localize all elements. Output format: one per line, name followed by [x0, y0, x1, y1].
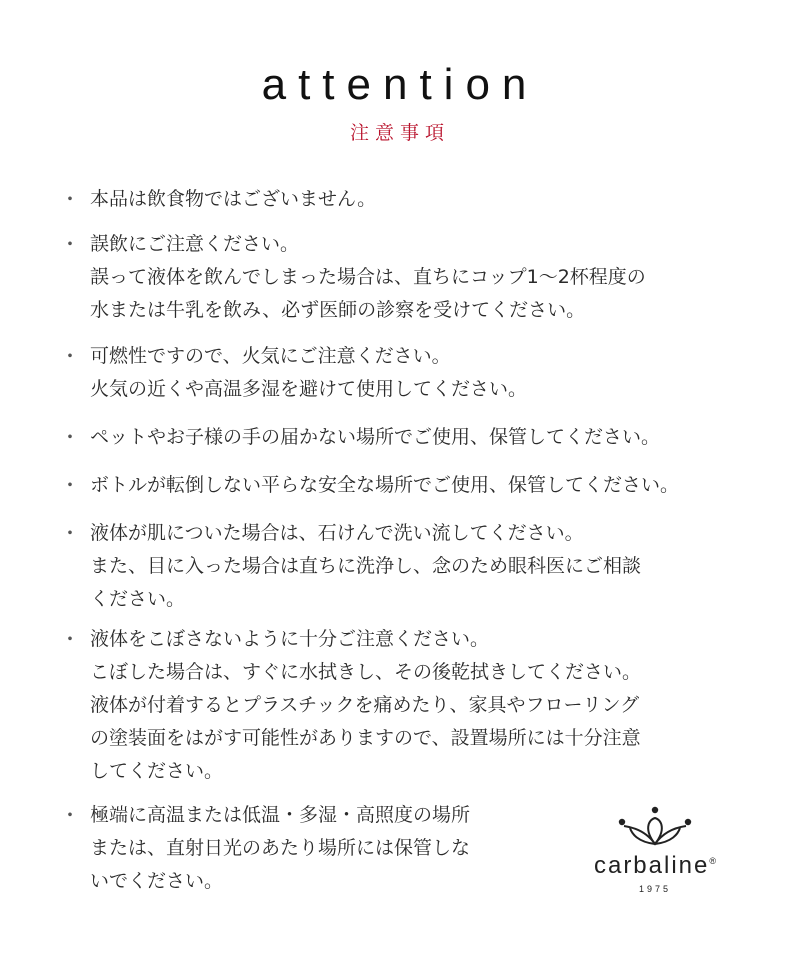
bullet: ・ — [60, 473, 80, 497]
brand-name — [560, 852, 750, 880]
note-line: 本品は飲食物ではございません。 — [90, 188, 377, 210]
note-line: 液体が肌についた場合は、石けんで洗い流してください。 — [90, 522, 584, 544]
page-subtitle: 注意事項 — [349, 122, 450, 144]
note-line: 誤飲にご注意ください。 — [90, 233, 300, 255]
page-title: attention — [261, 60, 539, 109]
brand-logo — [560, 804, 750, 914]
bullet: ・ — [60, 803, 80, 827]
bullet: ・ — [60, 425, 80, 449]
note-line: 誤って液体を飲んでしまった場合は、直ちにコップ1〜2杯程度の — [90, 266, 646, 288]
note-line: いでください。 — [90, 870, 224, 892]
leaf-sprout-icon — [608, 804, 702, 848]
note-line: ボトルが転倒しない平らな安全な場所でご使用、保管してください。 — [90, 474, 680, 496]
bullet: ・ — [60, 521, 80, 545]
note-line: の塗装面をはがす可能性がありますので、設置場所には十分注意 — [90, 727, 641, 749]
note-line: 液体をこぼさないように十分ご注意ください。 — [90, 628, 490, 650]
bullet: ・ — [60, 232, 80, 256]
bullet: ・ — [60, 344, 80, 368]
note-line: または、直射日光のあたり場所には保管しな — [90, 837, 471, 859]
note-line: ください。 — [90, 588, 186, 610]
note-line: ペットやお子様の手の届かない場所でご使用、保管してください。 — [90, 426, 661, 448]
note-line: 極端に高温または低温・多湿・高照度の場所 — [90, 804, 471, 826]
note-line: 火気の近くや高温多湿を避けて使用してください。 — [90, 378, 528, 400]
brand-name-text: carbaline — [593, 852, 710, 879]
note-line: こぼした場合は、すぐに水拭きし、その後乾拭きしてください。 — [90, 661, 642, 683]
bullet: ・ — [60, 627, 80, 651]
brand-year: 1975 — [638, 884, 672, 894]
note-line: 可燃性ですので、火気にご注意ください。 — [90, 345, 451, 367]
note-line: また、目に入った場合は直ちに洗浄し、念のため眼科医にご相談 — [90, 555, 642, 577]
note-line: 液体が付着するとプラスチックを痛めたり、家具やフローリング — [90, 694, 640, 716]
bullet: ・ — [60, 187, 80, 211]
note-line: 水または牛乳を飲み、必ず医師の診察を受けてください。 — [90, 299, 586, 321]
note-line: してください。 — [90, 760, 224, 782]
registered-mark: ® — [709, 856, 717, 866]
